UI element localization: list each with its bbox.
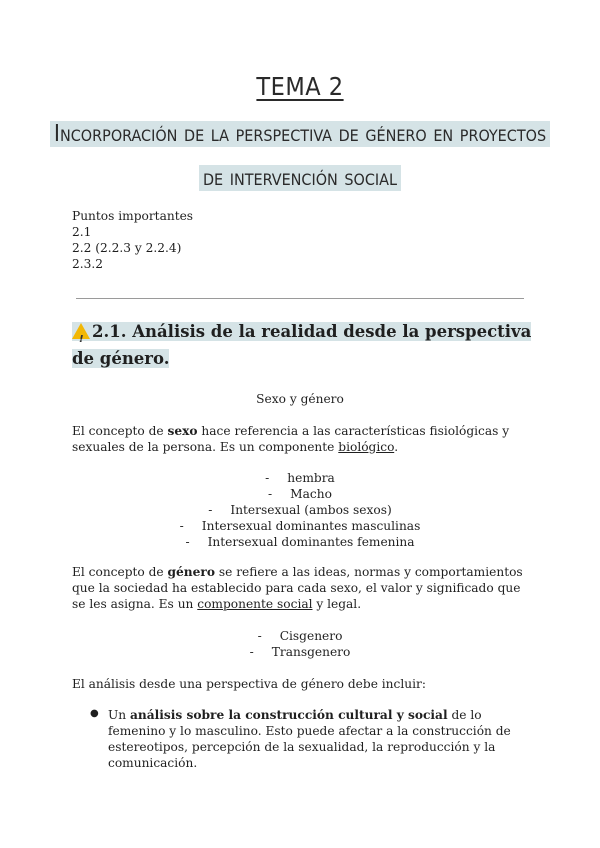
bold-term: sexo	[167, 424, 198, 438]
key-points	[72, 208, 193, 272]
text: Un	[108, 708, 130, 722]
text: .	[394, 440, 399, 454]
analysis-intro: El análisis desde una perspectiva de género debe incluir:	[72, 677, 426, 691]
text: se refiere a las ideas, normas y comportamientos que la sociedad ha establecido para cada sexo, el valor y significado que se les asigna. Es un	[72, 565, 523, 611]
bullet-icon: ●	[90, 708, 99, 719]
bold-term: género	[167, 565, 215, 579]
section-heading	[72, 318, 532, 372]
sexo-list	[72, 470, 528, 550]
list-item: - Cisgenero	[257, 629, 343, 643]
subtitle-line-1: Incorporación de la perspectiva de género en proyectos	[50, 121, 550, 147]
list-item: - Intersexual dominantes femenina	[185, 535, 415, 549]
list-item: - Intersexual (ambos sexos)	[208, 503, 392, 517]
text: El concepto de	[72, 565, 168, 579]
page-title: TEMA 2	[256, 72, 344, 101]
text: de lo femenino y lo masculino. Esto puede afectar a la construcción de estereotipos, percepción de la sexualidad, la reproducción y la comunicación.	[108, 708, 511, 770]
paragraph-sexo	[72, 423, 528, 455]
underlined-term: componente social	[197, 597, 313, 611]
section-heading-text: 2.1. Análisis de la realidad desde la perspectiva de género.	[72, 322, 532, 368]
key-point-item: 2.2 (2.2.3 y 2.2.4)	[72, 241, 182, 255]
key-points-label: Puntos importantes	[72, 209, 194, 223]
page-subtitle	[40, 112, 560, 200]
bold-term: análisis sobre la construcción cultural y social	[130, 708, 448, 722]
genero-list	[72, 628, 528, 660]
bullet-text	[108, 707, 528, 771]
subsection-title: Sexo y género	[256, 392, 344, 406]
warning-icon	[72, 323, 90, 339]
divider	[76, 298, 524, 299]
key-point-item: 2.3.2	[72, 257, 104, 271]
text: El concepto de	[72, 424, 168, 438]
subtitle-line-2: de intervención social	[199, 165, 401, 191]
list-item: - Macho	[268, 487, 332, 501]
paragraph-genero	[72, 564, 528, 612]
underlined-term: biológico	[338, 440, 395, 454]
list-item: - Intersexual dominantes masculinas	[179, 519, 421, 533]
text: y legal.	[312, 597, 362, 611]
list-item: - hembra	[265, 471, 335, 485]
list-item: - Transgenero	[249, 645, 351, 659]
key-point-item: 2.1	[72, 225, 92, 239]
text: hace referencia a las características fisiológicas y sexuales de la persona. Es un componente	[72, 424, 510, 454]
